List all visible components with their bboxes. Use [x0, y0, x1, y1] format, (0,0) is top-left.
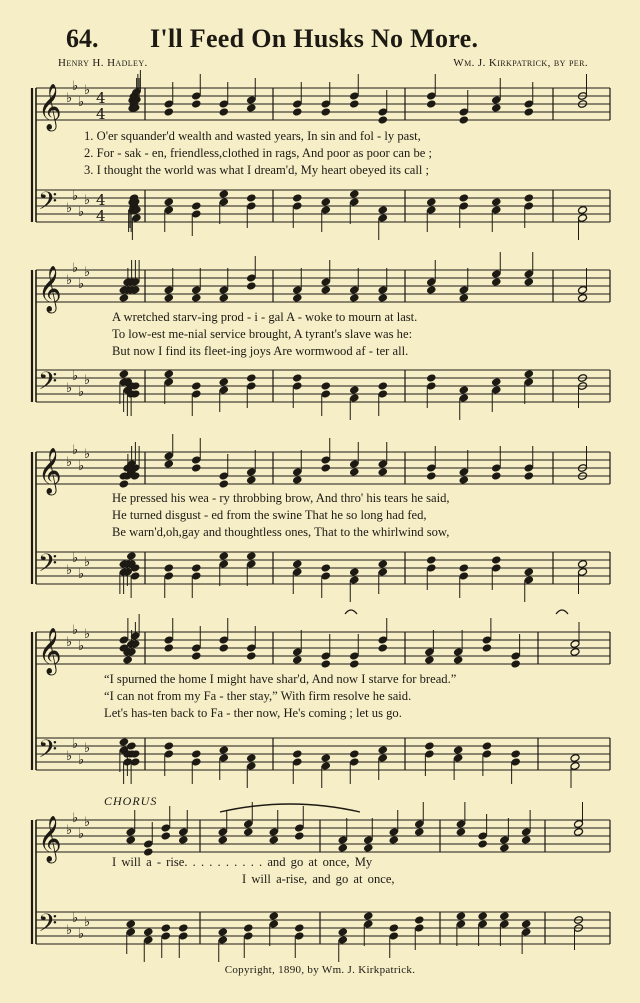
- note-head: [321, 108, 331, 117]
- flat-sign: ♭: [78, 927, 85, 942]
- note-head: [499, 912, 509, 921]
- note-head: [161, 832, 171, 841]
- note-head: [478, 840, 488, 849]
- flat-sign: ♭: [84, 373, 91, 388]
- flat-sign: ♭: [72, 811, 79, 826]
- note-head: [524, 472, 534, 481]
- note-head: [349, 100, 359, 109]
- note-head: [499, 844, 509, 853]
- note-head: [292, 108, 302, 117]
- treble-clef-icon: 𝄞: [38, 84, 62, 130]
- flat-sign: ♭: [84, 741, 91, 756]
- note-head: [577, 294, 587, 303]
- note-head: [219, 108, 229, 117]
- note-head: [363, 912, 373, 921]
- note-head: [378, 116, 388, 125]
- flat-sign: ♭: [72, 623, 79, 638]
- note-head: [246, 194, 256, 203]
- note-head: [219, 644, 229, 653]
- flat-sign: ♭: [66, 563, 73, 578]
- note-head: [459, 194, 469, 203]
- chorus-lyric-line: I will a - rise. . . . . . . . . . and go at once, My: [112, 855, 373, 869]
- note-head: [570, 754, 580, 763]
- treble-clef-icon: 𝄞: [38, 266, 62, 312]
- note-head: [459, 294, 469, 303]
- flat-sign: ♭: [84, 193, 91, 208]
- flat-sign: ♭: [78, 827, 85, 842]
- flat-sign: ♭: [78, 95, 85, 110]
- note-head: [119, 480, 129, 489]
- note-head: [294, 832, 304, 841]
- time-signature: 4: [96, 207, 106, 225]
- hymn-number: 64.: [66, 24, 99, 53]
- note-head: [424, 742, 434, 751]
- note-head: [246, 374, 256, 383]
- note-head: [119, 294, 129, 303]
- note-head: [246, 652, 256, 661]
- flat-sign: ♭: [78, 639, 85, 654]
- note-head: [453, 656, 463, 665]
- flat-sign: ♭: [72, 911, 79, 926]
- note-head: [378, 746, 388, 755]
- note-head: [459, 564, 469, 573]
- time-signature: 4: [96, 105, 106, 123]
- note-head: [414, 828, 424, 837]
- note-head: [349, 386, 359, 395]
- note-head: [570, 648, 580, 657]
- lyrics-system-4: [104, 671, 604, 722]
- note-head: [164, 460, 174, 469]
- note-head: [191, 464, 201, 473]
- flat-sign: ♭: [66, 635, 73, 650]
- note-head: [426, 556, 436, 565]
- note-head: [459, 476, 469, 485]
- note-head: [164, 294, 174, 303]
- note-head: [378, 382, 388, 391]
- flat-sign: ♭: [84, 627, 91, 642]
- note-head: [349, 190, 359, 199]
- time-signature: 4: [96, 191, 106, 209]
- note-head: [164, 742, 174, 751]
- flat-sign: ♭: [78, 753, 85, 768]
- flat-sign: ♭: [84, 265, 91, 280]
- treble-clef-icon: 𝄞: [38, 816, 62, 862]
- flat-sign: ♭: [84, 915, 91, 930]
- lyric-line: 1. O'er squander'd wealth and wasted years, In sin and fol - ly past,: [84, 129, 421, 143]
- tie-arc: [220, 804, 360, 812]
- bass-clef-icon: 𝄢: [38, 187, 58, 222]
- flat-sign: ♭: [66, 455, 73, 470]
- hymn-title: I'll Feed On Husks No More.: [150, 24, 479, 53]
- note-head: [246, 552, 256, 561]
- note-head: [219, 480, 229, 489]
- note-head: [524, 194, 534, 203]
- note-head: [191, 750, 201, 759]
- note-head: [321, 382, 331, 391]
- treble-clef-icon: 𝄞: [38, 448, 62, 494]
- lyricist-credit: Henry H. Hadley.: [58, 57, 148, 69]
- flat-sign: ♭: [72, 369, 79, 384]
- note-head: [246, 476, 256, 485]
- note-head: [426, 100, 436, 109]
- flat-sign: ♭: [72, 443, 79, 458]
- bass-clef-icon: 𝄢: [38, 367, 58, 402]
- note-head: [453, 746, 463, 755]
- lyrics-system-1: [84, 128, 584, 179]
- note-head: [389, 836, 399, 845]
- note-head: [126, 836, 136, 845]
- note-head: [378, 644, 388, 653]
- note-head: [491, 556, 501, 565]
- flat-sign: ♭: [72, 79, 79, 94]
- flat-sign: ♭: [78, 459, 85, 474]
- note-head: [119, 370, 129, 379]
- time-signature: 4: [96, 89, 106, 107]
- note-head: [459, 386, 469, 395]
- flat-sign: ♭: [72, 261, 79, 276]
- note-head: [338, 928, 348, 937]
- note-head: [426, 198, 436, 207]
- chorus-label: CHORUS: [104, 794, 158, 808]
- note-head: [491, 278, 501, 287]
- note-head: [269, 836, 279, 845]
- note-head: [178, 924, 188, 933]
- note-head: [292, 476, 302, 485]
- note-head: [219, 190, 229, 199]
- lyric-line: To low-est me-nial service brought, A tyrant's slave was he:: [112, 327, 413, 341]
- note-head: [524, 568, 534, 577]
- note-head: [524, 370, 534, 379]
- note-head: [164, 198, 174, 207]
- note-head: [243, 924, 253, 933]
- note-head: [349, 568, 359, 577]
- note-head: [292, 194, 302, 203]
- note-head: [349, 294, 359, 303]
- note-head: [219, 746, 229, 755]
- note-head: [292, 560, 302, 569]
- note-head: [126, 552, 136, 561]
- note-head: [321, 754, 331, 763]
- note-head: [321, 198, 331, 207]
- flat-sign: ♭: [66, 749, 73, 764]
- bass-clef-icon: 𝄢: [38, 735, 58, 770]
- note-head: [292, 374, 302, 383]
- note-head: [424, 656, 434, 665]
- note-head: [246, 282, 256, 291]
- note-head: [349, 660, 359, 669]
- lyrics-system-2: [112, 309, 612, 360]
- lyrics-system-3: [112, 490, 612, 541]
- note-head: [491, 104, 501, 113]
- note-head: [577, 206, 587, 215]
- flat-sign: ♭: [66, 923, 73, 938]
- flat-sign: ♭: [84, 447, 91, 462]
- note-head: [164, 564, 174, 573]
- note-head: [292, 750, 302, 759]
- note-head: [426, 472, 436, 481]
- flat-sign: ♭: [78, 385, 85, 400]
- note-head: [164, 108, 174, 117]
- note-head: [191, 202, 201, 211]
- note-head: [191, 652, 201, 661]
- bass-clef-icon: 𝄢: [38, 909, 58, 944]
- note-head: [524, 108, 534, 117]
- note-head: [321, 286, 331, 295]
- treble-clef-icon: 𝄞: [38, 628, 62, 674]
- note-head: [478, 912, 488, 921]
- flat-sign: ♭: [66, 201, 73, 216]
- note-head: [456, 912, 466, 921]
- note-head: [459, 116, 469, 125]
- lyric-line: A wretched starv-ing prod - i - gal A - woke to mourn at last.: [112, 310, 418, 324]
- note-head: [218, 836, 228, 845]
- note-head: [219, 294, 229, 303]
- note-head: [491, 198, 501, 207]
- flat-sign: ♭: [78, 205, 85, 220]
- note-head: [292, 294, 302, 303]
- copyright-notice: Copyright, 1890, by Wm. J. Kirkpatrick.: [224, 964, 416, 976]
- flat-sign: ♭: [66, 91, 73, 106]
- note-head: [191, 294, 201, 303]
- note-head: [363, 844, 373, 853]
- composer-credit: Wm. J. Kirkpatrick, by per.: [453, 57, 588, 69]
- lyric-line: “I can not from my Fa - ther stay,” With firm resolve he said.: [104, 689, 412, 703]
- note-head: [414, 916, 424, 925]
- lyric-line: 3. I thought the world was what I dream'd, My heart obeyed its call ;: [84, 163, 430, 177]
- note-head: [378, 206, 388, 215]
- note-head: [511, 750, 521, 759]
- note-head: [349, 468, 359, 477]
- flat-sign: ♭: [66, 273, 73, 288]
- note-head: [378, 294, 388, 303]
- fermata-icon: [345, 610, 357, 614]
- note-head: [426, 374, 436, 383]
- note-head: [246, 104, 256, 113]
- note-head: [218, 928, 228, 937]
- note-head: [321, 564, 331, 573]
- flat-sign: ♭: [72, 189, 79, 204]
- note-head: [161, 924, 171, 933]
- flat-sign: ♭: [84, 555, 91, 570]
- note-head: [491, 378, 501, 387]
- note-head: [219, 378, 229, 387]
- note-head: [389, 924, 399, 933]
- flat-sign: ♭: [84, 83, 91, 98]
- note-head: [292, 656, 302, 665]
- note-head: [191, 100, 201, 109]
- note-head: [378, 468, 388, 477]
- flat-sign: ♭: [78, 567, 85, 582]
- note-head: [321, 464, 331, 473]
- note-head: [573, 828, 583, 837]
- note-head: [338, 844, 348, 853]
- flat-sign: ♭: [66, 823, 73, 838]
- note-head: [349, 750, 359, 759]
- lyric-line: 2. For - sak - en, friendless,clothed in rags, And poor as poor can be ;: [84, 146, 432, 160]
- note-head: [219, 552, 229, 561]
- note-head: [511, 660, 521, 669]
- note-head: [269, 912, 279, 921]
- note-head: [246, 754, 256, 763]
- note-head: [164, 644, 174, 653]
- lyric-line: But now I find its fleet-ing joys Are wormwood af - ter all.: [112, 344, 409, 358]
- note-head: [191, 382, 201, 391]
- note-head: [378, 560, 388, 569]
- note-head: [521, 920, 531, 929]
- note-head: [321, 660, 331, 669]
- note-head: [178, 836, 188, 845]
- note-head: [164, 370, 174, 379]
- note-head: [426, 286, 436, 295]
- note-head: [577, 560, 587, 569]
- bass-clef-icon: 𝄢: [38, 549, 58, 584]
- note-head: [143, 928, 153, 937]
- note-head: [524, 278, 534, 287]
- flat-sign: ♭: [78, 277, 85, 292]
- note-head: [294, 924, 304, 933]
- note-head: [126, 920, 136, 929]
- note-head: [482, 644, 492, 653]
- note-head: [456, 828, 466, 837]
- note-head: [191, 564, 201, 573]
- lyric-line: He pressed his wea - ry throbbing brow, And thro' his tears he said,: [112, 491, 450, 505]
- lyric-line: He turned disgust - ed from the swine That he so long had fed,: [112, 508, 427, 522]
- fermata-icon: [556, 610, 568, 614]
- flat-sign: ♭: [72, 737, 79, 752]
- flat-sign: ♭: [84, 815, 91, 830]
- note-head: [491, 472, 501, 481]
- lyric-line: “I spurned the home I might have shar'd, And now I starve for bread.”: [104, 672, 457, 686]
- lyric-line: Let's has-ten back to Fa - ther now, He's coming ; let us go.: [104, 706, 402, 720]
- note-head: [123, 656, 133, 665]
- chorus-lyric-line: I will a-rise, and go at once,: [242, 872, 395, 886]
- note-head: [243, 828, 253, 837]
- flat-sign: ♭: [72, 551, 79, 566]
- note-head: [521, 836, 531, 845]
- flat-sign: ♭: [66, 381, 73, 396]
- lyric-line: Be warn'd,oh,gay and thoughtless ones, That to the whirlwind sow,: [112, 525, 450, 539]
- note-head: [482, 742, 492, 751]
